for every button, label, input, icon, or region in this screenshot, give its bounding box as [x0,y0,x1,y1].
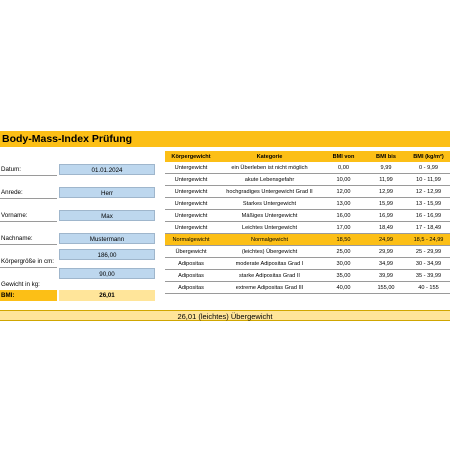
weight-label: Gewicht in kg: [0,279,57,291]
category-cell[interactable]: starke Adipositas Grad II [217,270,322,282]
height-field[interactable]: 186,00 [59,249,155,260]
category-cell[interactable]: Starkes Untergewicht [217,198,322,210]
bmi-to-cell[interactable]: 29,99 [365,246,407,258]
bmi-to-cell[interactable]: 11,99 [365,174,407,186]
bmi-table [165,151,450,294]
bmi-to-cell[interactable]: 12,99 [365,186,407,198]
body-weight-cell[interactable]: Normalgewicht [165,234,217,246]
bmi-range-cell[interactable]: 0 - 9,99 [407,162,450,174]
bmi-to-cell[interactable]: 16,99 [365,210,407,222]
table-row [165,222,450,234]
bmi-range-cell[interactable]: 13 - 15,99 [407,198,450,210]
bmi-from-cell[interactable]: 10,00 [322,174,365,186]
body-weight-cell[interactable]: Adipositas [165,270,217,282]
bmi-to-cell[interactable]: 24,99 [365,234,407,246]
bmi-range-cell[interactable]: 30 - 34,99 [407,258,450,270]
bmi-to-cell[interactable]: 39,99 [365,270,407,282]
table-row [165,162,450,174]
col-header-body-weight: Körpergewicht [165,151,217,162]
bmi-range-cell[interactable]: 25 - 29,99 [407,246,450,258]
table-row [165,282,450,294]
firstname-field[interactable]: Max [59,210,155,221]
bmi-range-cell[interactable]: 17 - 18,49 [407,222,450,234]
body-weight-cell[interactable]: Untergewicht [165,210,217,222]
table-row [165,210,450,222]
category-cell[interactable]: extreme Adipositas Grad III [217,282,322,294]
bmi-range-cell[interactable]: 35 - 39,99 [407,270,450,282]
category-cell[interactable]: Leichtes Untergewicht [217,222,322,234]
table-row [165,186,450,198]
bmi-from-cell[interactable]: 40,00 [322,282,365,294]
body-weight-cell[interactable]: Übergewicht [165,246,217,258]
sheet-title: Body-Mass-Index Prüfung [0,131,450,147]
height-label: Körpergröße in cm: [0,256,57,268]
bmi-from-cell[interactable]: 0,00 [322,162,365,174]
table-row [165,258,450,270]
result-banner: 26,01 (leichtes) Übergewicht [0,310,450,321]
body-weight-cell[interactable]: Untergewicht [165,162,217,174]
body-weight-cell[interactable]: Untergewicht [165,198,217,210]
category-cell[interactable]: moderate Adipositas Grad I [217,258,322,270]
firstname-label: Vorname: [0,210,57,222]
bmi-from-cell[interactable]: 13,00 [322,198,365,210]
col-header-bmi-to: BMI bis [365,151,407,162]
bmi-range-cell[interactable]: 12 - 12,99 [407,186,450,198]
bmi-to-cell[interactable]: 9,99 [365,162,407,174]
salutation-label: Anrede: [0,187,57,199]
table-row [165,270,450,282]
bmi-to-cell[interactable]: 18,49 [365,222,407,234]
table-header-row [165,151,450,162]
col-header-category: Kategorie [217,151,322,162]
bmi-from-cell[interactable]: 25,00 [322,246,365,258]
lastname-label: Nachname: [0,233,57,245]
weight-field[interactable]: 90,00 [59,268,155,279]
bmi-from-cell[interactable]: 35,00 [322,270,365,282]
date-field[interactable]: 01.01.2024 [59,164,155,175]
col-header-bmi-range: BMI (kg/m²) [407,151,450,162]
category-cell[interactable]: akute Lebensgefahr [217,174,322,186]
table-row [165,246,450,258]
category-cell[interactable]: Normalgewicht [217,234,322,246]
bmi-range-cell[interactable]: 40 - 155 [407,282,450,294]
table-row [165,174,450,186]
category-cell[interactable]: (leichtes) Übergewicht [217,246,322,258]
bmi-range-cell[interactable]: 10 - 11,99 [407,174,450,186]
body-weight-cell[interactable]: Untergewicht [165,186,217,198]
table-row [165,198,450,210]
salutation-field[interactable]: Herr [59,187,155,198]
bmi-from-cell[interactable]: 12,00 [322,186,365,198]
bmi-from-cell[interactable]: 30,00 [322,258,365,270]
bmi-to-cell[interactable]: 155,00 [365,282,407,294]
bmi-value: 26,01 [59,290,155,301]
bmi-to-cell[interactable]: 34,99 [365,258,407,270]
body-weight-cell[interactable]: Adipositas [165,282,217,294]
col-header-bmi-from: BMI von [322,151,365,162]
bmi-from-cell[interactable]: 16,00 [322,210,365,222]
bmi-to-cell[interactable]: 15,99 [365,198,407,210]
bmi-range-cell[interactable]: 18,5 - 24,99 [407,234,450,246]
category-cell[interactable]: ein Überleben ist nicht möglich [217,162,322,174]
body-weight-cell[interactable]: Untergewicht [165,174,217,186]
category-cell[interactable]: hochgradiges Untergewicht Grad II [217,186,322,198]
bmi-from-cell[interactable]: 17,00 [322,222,365,234]
bmi-range-cell[interactable]: 16 - 16,99 [407,210,450,222]
date-label: Datum: [0,164,57,176]
bmi-label: BMI: [0,290,57,301]
lastname-field[interactable]: Mustermann [59,233,155,244]
table-row [165,234,450,246]
category-cell[interactable]: Mäßiges Untergewicht [217,210,322,222]
bmi-from-cell[interactable]: 18,50 [322,234,365,246]
body-weight-cell[interactable]: Untergewicht [165,222,217,234]
body-weight-cell[interactable]: Adipositas [165,258,217,270]
